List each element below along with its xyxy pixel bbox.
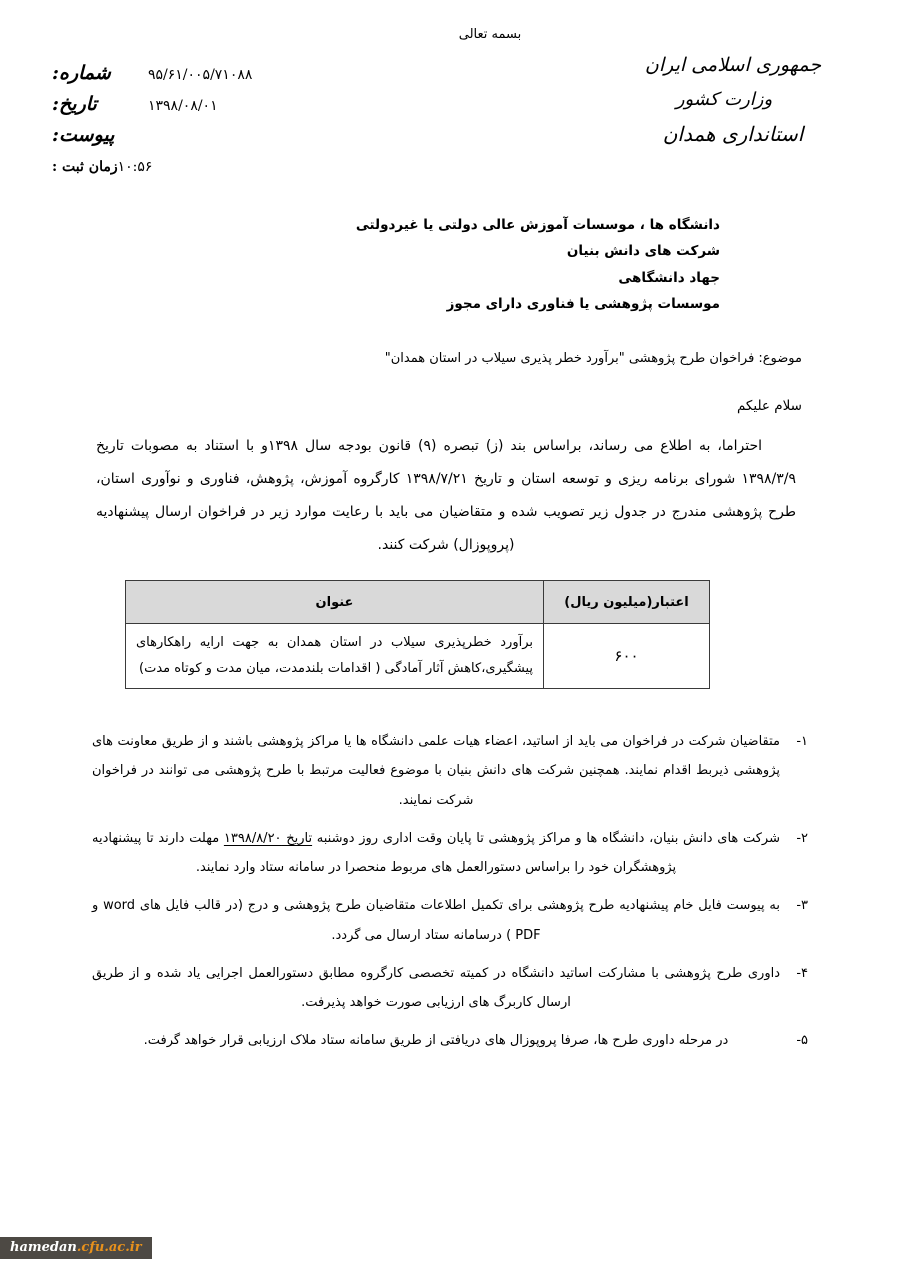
- letterhead: [608, 48, 858, 153]
- invocation-text: بسمه تعالی: [458, 27, 522, 42]
- grant-table-body: [126, 624, 710, 689]
- greeting-line: سلام علیکم: [736, 398, 802, 414]
- invocation-line: [0, 27, 900, 42]
- list-item: [92, 824, 808, 883]
- clause-number-2: ۲-: [796, 830, 808, 846]
- meta-row-number: [48, 62, 338, 93]
- clause-number-3: ۳-: [796, 898, 808, 914]
- table-header-row: [126, 581, 710, 624]
- clause-text-1: متقاضیان شرکت در فراخوان می باید از اساتید، اعضاء هیات علمی دانشگاه ها یا مراکز پژوهشی باشند و از طریق معاونت های پژوهشی ذیربط اقدام نمایند. همچنین شرکت های دانش بنیان با موضوع فعالیت مرتبط با طرح پژوهشی می توانند در فراخوان شرکت نمایند.: [92, 734, 780, 808]
- register-time-label: زمان ثبت :: [52, 159, 118, 175]
- meta-row-attachment: [48, 124, 338, 155]
- clause-number-5: ۵-: [796, 1033, 808, 1049]
- clause-number-1: ۱-: [796, 734, 808, 749]
- meta-row-date: [48, 93, 338, 124]
- clause-3-format-word: word: [103, 898, 136, 914]
- list-item: [92, 891, 808, 950]
- clause-text-3: [92, 891, 780, 950]
- clause-3-before: به پیوست فایل خام پیشنهادیه طرح پژوهشی برای تکمیل اطلاعات متقاضیان طرح پژوهشی و درج (در قالب فایل های: [135, 898, 780, 914]
- table-row: [126, 624, 710, 689]
- clause-3-after: ) درسامانه ستاد ارسال می گردد.: [331, 927, 516, 943]
- header-title: عنوان: [126, 581, 544, 624]
- recipient-line-1: دانشگاه ها ، موسسات آموزش عالی دولتی یا غیردولتی: [355, 217, 720, 233]
- header-credit: اعتبار(میلیون ریال): [544, 581, 710, 624]
- meta-row-register-time: [48, 159, 338, 190]
- clause-text-4: داوری طرح پژوهشی با مشارکت اساتید دانشگاه در کمیته تخصصی کارگروه مطابق دستورالعمل اجرایی یاد شده و از طریق ارسال کاربرگ های ارزیابی صورت خواهد پذیرفت.: [92, 965, 780, 1010]
- letterhead-country: جمهوری اسلامی ایران: [644, 54, 822, 76]
- date-label: تاریخ:: [52, 93, 97, 115]
- attachment-label: پیوست:: [52, 124, 115, 146]
- grant-table-head: [126, 581, 710, 624]
- list-item: [92, 1026, 808, 1055]
- list-item: [92, 959, 808, 1018]
- letterhead-governorate: استانداری همدان: [662, 122, 804, 147]
- footer-watermark: [0, 1237, 152, 1259]
- clause-2-before: شرکت های دانش بنیان، دانشگاه ها و مراکز پژوهشی تا پایان وقت اداری روز دوشنبه: [312, 830, 780, 846]
- number-label: شماره:: [52, 62, 111, 84]
- letterhead-ministry: وزارت کشور: [675, 89, 773, 111]
- recipient-line-4: موسسات پژوهشی یا فناوری دارای مجوز: [446, 295, 720, 312]
- recipient-line-3: جهاد دانشگاهی: [618, 269, 720, 286]
- list-item: [92, 727, 808, 815]
- letter-meta-block: [48, 62, 338, 190]
- date-value: ۱۳۹۸/۰۸/۰۱: [148, 98, 218, 114]
- grant-table: [125, 580, 710, 689]
- cell-title: برآورد خطرپذیری سیلاب در استان همدان به جهت ارایه راهکارهای پیشگیری،کاهش آثار آمادگی ( اقدامات بلندمدت، میان مدت و کوتاه مدت): [126, 624, 544, 689]
- clause-list: [92, 727, 808, 1065]
- clause-2-after: مهلت دارند تا پیشنهادیه پژوهشگران خود را براساس دستورالعمل های مربوط منحصرا در سامانه ستاد وارد نمایند.: [92, 830, 677, 875]
- subject-line: موضوع: فراخوان طرح پژوهشی "برآورد خطر پذیری سیلاب در استان همدان": [384, 351, 802, 366]
- cell-credit: ۶۰۰: [544, 624, 710, 689]
- grant-table-wrapper: [125, 580, 710, 689]
- recipient-line-2: شرکت های دانش بنیان: [566, 243, 720, 260]
- clause-number-4: ۴-: [796, 965, 808, 981]
- clause-3-format-pdf: PDF: [515, 927, 541, 943]
- clause-3-middle: و: [92, 898, 104, 914]
- watermark-domain: .cfu.ac.ir: [76, 1240, 142, 1255]
- clause-text-5: در مرحله داوری طرح ها، صرفا پروپوزال های دریافتی از طریق سامانه ستاد ملاک ارزیابی قرار خواهد گرفت.: [143, 1033, 729, 1049]
- recipient-list: [100, 212, 720, 317]
- body-paragraph: احتراما، به اطلاع می رساند، براساس بند (ز) تبصره (۹) قانون بودجه سال ۱۳۹۸و با استناد به مصوبات تاریخ ۱۳۹۸/۳/۹ شورای برنامه ریزی و توسعه استان و تاریخ ۱۳۹۸/۷/۲۱ کارگروه آموزش، پژوهش، فناوری و نوآوری استان، طرح پژوهشی مندرج در جدول زیر تصویب شده و متقاضیان می باید با رعایت موارد زیر در فراخوان ارسال پیشنهادیه (پروپوزال) شرکت کنند.: [96, 438, 797, 553]
- register-time-value: ۱۰:۵۶: [117, 159, 153, 175]
- clause-2-deadline-date: تاریخ ۱۳۹۸/۸/۲۰: [223, 830, 313, 846]
- clause-text-2: [92, 824, 780, 883]
- number-value: ۹۵/۶۱/۰۰۵/۷۱۰۸۸: [148, 67, 253, 83]
- watermark-name: hamedan: [10, 1240, 77, 1255]
